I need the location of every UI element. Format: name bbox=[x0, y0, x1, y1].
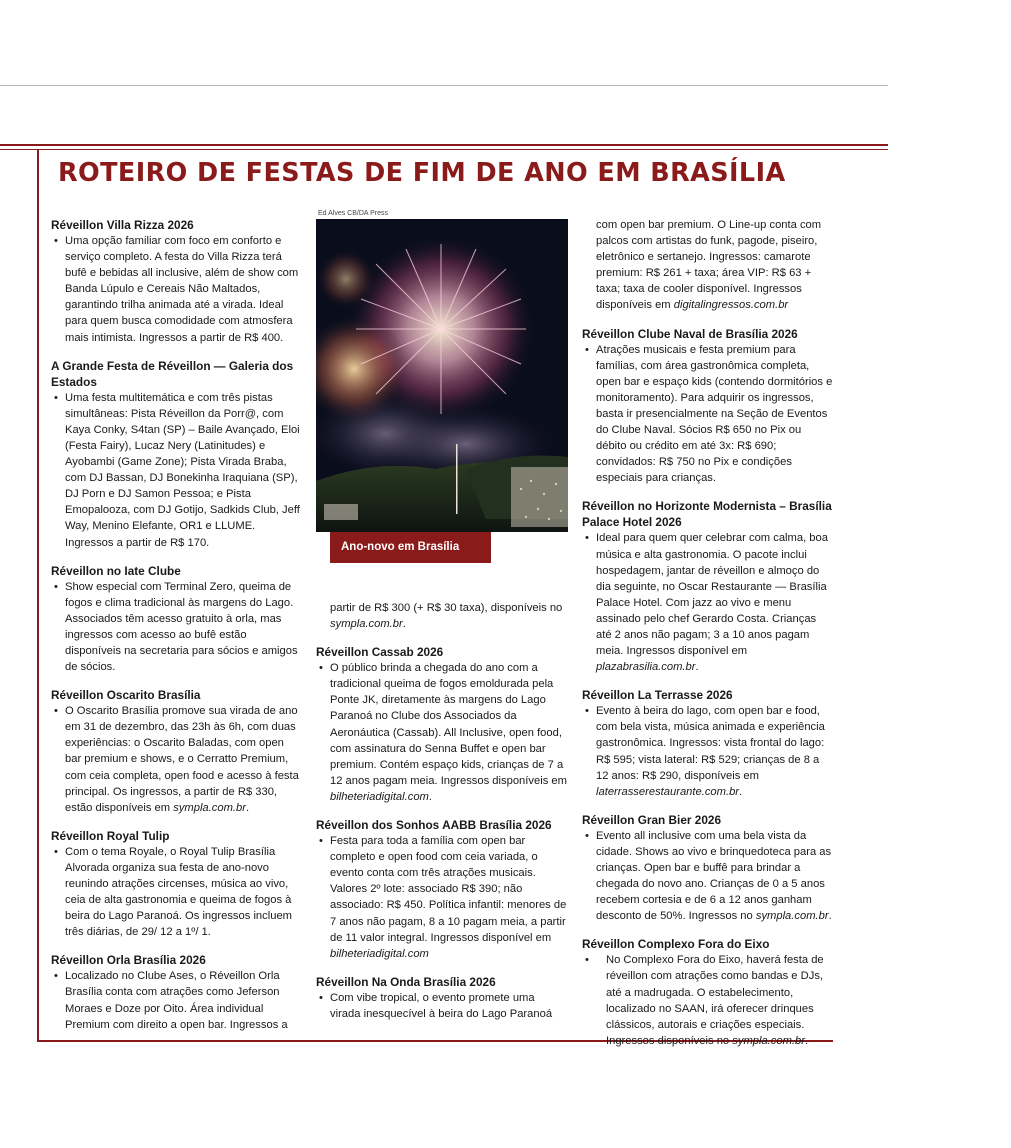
event-text-end: . bbox=[828, 910, 832, 923]
event-text: No Complexo Fora do Eixo, haverá festa de réveillon com atrações como bandas e DJs, até a madrugada. O estabelecimento, localizado no SAAN, irá oferecer drinques clássicos, autorais e criações especiais. Ingressos disponíveis no bbox=[606, 954, 824, 1047]
ticket-link[interactable]: sympla.com.br bbox=[732, 1034, 805, 1047]
event-text-end: . bbox=[245, 801, 250, 814]
event-text: O Oscarito Brasília promove sua virada de ano em 31 de dezembro, das 23h às 6h, com duas experiências: o Oscarito Baladas, com open bar premium e shows, e o Cerratto Premium, com ceia completa, open food e acesso à festa principal. Os ingressos, a partir de R$ 330, estão disponíveis em bbox=[65, 705, 299, 814]
event-description: • Com vibe tropical, o evento promete uma virada inesquecível à beira do Lago Paranoá bbox=[316, 990, 568, 1022]
event-description: • Uma festa multitemática e com três pistas simultâneas: Pista Réveillon da Porr@, com Kaya Conky, S4tan (SP) – Baile Avançado, Eloi (Festa Fairy), Lucaz Nery (Latinitudes) e Ayobambi (Game Zone); Pista Virada Braba, com DJ Bassan, DJ Bonekinha Iraquiana (SP), DJ Porn e DJ Samon Pessoa; e Pista Emopalooza, com DJ Gotijo, Sadkids Club, Jeff Way, Menino Elefante, OR1 e LLUME. Ingressos a partir de R$ 170. bbox=[51, 390, 301, 551]
event-description bbox=[582, 217, 834, 314]
event-description bbox=[316, 600, 568, 632]
event-title: Réveillon Gran Bier 2026 bbox=[582, 812, 722, 827]
event-title: Réveillon no Horizonte Modernista – Brasília Palace Hotel 2026 bbox=[582, 499, 832, 530]
event-text: Festa para toda a família com open bar completo e open food com ceia variada, o evento conta com três atrações musicais. Valores 2º lote: associado R$ 390; não associado: R$ 450. Política infantil: menores de 7 anos não pagam, 8 a 10 pagam meia, a partir de 11 valor integral. Ingressos disponível em bbox=[330, 835, 567, 944]
event-description bbox=[316, 833, 568, 962]
event-text: Evento all inclusive com uma bela vista da cidade. Shows ao vivo e brinquedoteca para as crianças. Open bar e buffê para brindar a chegada do novo ano. Crianças de 0 a 5 anos recebem cortesia e de 6 a 12 anos ganham desconto de 50%. Ingressos no bbox=[596, 829, 832, 923]
photo-caption: Ano-novo em Brasília bbox=[330, 532, 491, 563]
event-galeria-dos-estados bbox=[51, 358, 301, 551]
event-title: Réveillon La Terrasse 2026 bbox=[582, 688, 733, 703]
event-text: com open bar premium. O Line-up conta com palcos com artistas do funk, pagode, piseiro, eletrônico e sertanejo. Ingressos: camarote premium: R$ 261 + taxa; área VIP: R$ 63 + taxa; taxa de cooler disponível. Ingressos disponíveis em bbox=[596, 219, 822, 312]
event-text: O público brinda a chegada do ano com a tradicional queima de fogos emoldurada pela Ponte JK, diretamente às margens do Lago Paranoá no Clube dos Associados da Aeronáutica (Cassab). All Inclusive, open food, com assinatura do Senna Buffet e open bar premium. Contém espaço kids, crianças de 7 a 12 anos pagam meia. Ingressos disponíveis em bbox=[330, 662, 567, 787]
event-na-onda bbox=[316, 974, 568, 1022]
event-description bbox=[316, 660, 568, 805]
event-la-terrasse bbox=[582, 687, 834, 800]
ticket-link[interactable]: bilheteriadigital.com bbox=[330, 947, 429, 960]
event-description: • Atrações musicais e festa premium para famílias, com área gastronômica completa, open bar e espaço kids (contendo dormitórios e monitoramento). Para adquirir os ingressos, basta ir presencialmente na Seção de Eventos do Clube Naval. Sócios R$ 650 no Pix ou débito ou crédito em até 3x: R$ 690; convidados: R$ 750 no Pix e condições especiais para crianças. bbox=[582, 342, 834, 487]
event-text: partir de R$ 300 (+ R$ 30 taxa), disponíveis no bbox=[330, 602, 563, 614]
event-text: Evento à beira do lago, com open bar e food, com bela vista, música animada e experiência gastronômica. Ingressos: vista frontal do lago: R$ 595; vista lateral: R$ 529; crianças de 8 a 12 anos: R$ 290, disponíveis em bbox=[596, 705, 825, 782]
event-na-onda-continued bbox=[582, 217, 834, 314]
page-title: ROTEIRO DE FESTAS DE FIM DE ANO EM BRASÍLIA bbox=[58, 158, 786, 188]
event-text: Ideal para quem quer celebrar com calma, boa música e alta gastronomia. O pacote inclui hospedagem, jantar de réveillon e almoço do dia seguinte, no Oscar Restaurante — Brasília Palace Hotel. Com jazz ao vivo e menu assinado pelo chef Gerardo Costa. Crianças até 2 anos não pagam; 3 a 10 anos pagam meia. Ingressos disponível em bbox=[596, 532, 828, 658]
event-fora-do-eixo bbox=[582, 936, 834, 1049]
event-description bbox=[582, 828, 834, 925]
event-orla-brasilia-continued bbox=[316, 600, 568, 632]
event-description: • Localizado no Clube Ases, o Réveillon Orla Brasília conta com atrações como Jeferson Moraes e Doze por Oito. Área individual Premium com direito a open bar. Ingressos a bbox=[51, 968, 301, 1032]
top-rule bbox=[0, 85, 888, 86]
ticket-link[interactable]: plazabrasilia.com.br bbox=[596, 661, 696, 674]
event-text-end: . bbox=[695, 661, 699, 674]
event-text-end: . bbox=[428, 790, 432, 803]
event-title: Réveillon Oscarito Brasília bbox=[51, 688, 201, 703]
frame-top-rule-thin bbox=[0, 149, 888, 150]
event-title: Réveillon Clube Naval de Brasília 2026 bbox=[582, 326, 798, 341]
fireworks-illustration bbox=[316, 219, 568, 532]
column-3 bbox=[582, 217, 834, 1061]
ticket-link[interactable]: sympla.com.br bbox=[330, 618, 403, 631]
event-iate-clube bbox=[51, 563, 301, 676]
event-royal-tulip bbox=[51, 828, 301, 941]
event-description: • Com o tema Royale, o Royal Tulip Brasília Alvorada organiza sua festa de ano-novo reunindo atrações circenses, música ao vivo, ceia de alta gastronomia e queima de fogos à beira do Lago Paranoá. Os ingressos incluem três diárias, de 29/ 12 a 1º/ 1. bbox=[51, 844, 301, 941]
frame-left-rule bbox=[37, 149, 39, 1042]
event-title: Réveillon dos Sonhos AABB Brasília 2026 bbox=[316, 818, 552, 833]
event-text-end: . bbox=[805, 1034, 809, 1047]
ticket-link[interactable]: bilheteriadigital.com bbox=[330, 790, 429, 803]
event-villa-rizza bbox=[51, 217, 301, 346]
event-text-end: . bbox=[739, 785, 743, 798]
event-clube-naval bbox=[582, 326, 834, 487]
event-description: • Uma opção familiar com foco em conforto e serviço completo. A festa do Villa Rizza terá bufê e bebidas all inclusive, além de show com Banda Lúpulo e Cereais Não Maltados, garantindo trilha animada até a virada. Ideal para quem busca comodidade com atmosfera mais intimista. Ingressos a partir de R$ 400. bbox=[51, 233, 301, 346]
event-title: Réveillon Complexo Fora do Eixo bbox=[582, 937, 770, 952]
column-1 bbox=[51, 217, 301, 1045]
event-gran-bier bbox=[582, 812, 834, 925]
event-title: Réveillon Royal Tulip bbox=[51, 828, 170, 843]
event-description bbox=[582, 952, 834, 1049]
event-title: Réveillon Orla Brasília 2026 bbox=[51, 953, 206, 968]
event-cassab bbox=[316, 644, 568, 805]
ticket-link[interactable]: laterrasserestaurante.com.br bbox=[596, 785, 740, 798]
event-description bbox=[582, 530, 834, 675]
event-description bbox=[582, 703, 834, 800]
ticket-link[interactable]: sympla.com.br bbox=[173, 801, 246, 814]
column-2 bbox=[316, 600, 568, 1034]
event-title: Réveillon no Iate Clube bbox=[51, 563, 181, 578]
frame-top-rule bbox=[0, 144, 888, 146]
event-text-end: . bbox=[402, 618, 406, 631]
event-title: A Grande Festa de Réveillon — Galeria dos Estados bbox=[51, 358, 294, 389]
fireworks-photo bbox=[316, 219, 568, 532]
event-horizonte-modernista bbox=[582, 498, 834, 675]
event-sonhos-aabb bbox=[316, 817, 568, 962]
event-description: • Show especial com Terminal Zero, queima de fogos e clima tradicional às margens do Lago. Associados têm acesso gratuito à orla, mas ingressos com acesso ao bufê estão disponíveis na secretaria para sócios e amigos de sócios. bbox=[51, 579, 301, 676]
event-title: Réveillon Villa Rizza 2026 bbox=[51, 218, 194, 232]
photo-credit: Ed Alves CB/DA Press bbox=[318, 210, 389, 217]
event-orla-brasilia bbox=[51, 952, 301, 1032]
event-description bbox=[51, 703, 301, 816]
event-oscarito bbox=[51, 687, 301, 816]
event-title: Réveillon Na Onda Brasília 2026 bbox=[316, 974, 496, 989]
ticket-link[interactable]: digitalingressos.com.br bbox=[673, 299, 789, 312]
ticket-link[interactable]: sympla.com.br bbox=[755, 910, 829, 923]
event-title: Réveillon Cassab 2026 bbox=[316, 645, 444, 660]
